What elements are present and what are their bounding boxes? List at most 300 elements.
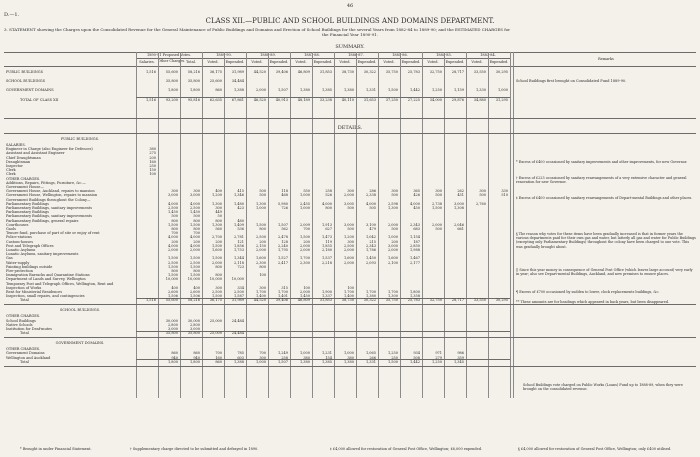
row-value: 1,500 [167,256,178,261]
total-row-label: TOTAL OF CLASS XII [20,98,59,102]
year-heading: 1884-85. [436,53,452,57]
row-value: 451 [457,193,464,198]
row-value: 1,500 [211,294,222,299]
row-value: 2,781 [233,235,244,240]
row-value: 31,989 [231,298,244,303]
row-value: 1,800 [409,290,420,294]
row-value: 1,154 [409,235,420,240]
detail-remark: ** These amounts are for headings which appeared in back years, but been disappeared. [516,300,670,304]
row-value: 10,000 [187,277,200,282]
footnote: § £4,000 allowed for restoration of General Post Office, Wellington; only £400 utilised. [518,447,672,451]
row-value: 785 [237,351,244,356]
row-value: 526 [325,193,332,198]
row-value: 1,700 [387,290,398,294]
row-value: 1,700 [255,290,266,294]
row-value: 31,989 [231,70,244,74]
row-value: 500 [259,189,266,194]
row-value: 1,249 [277,351,288,356]
row-value: 1,500 [211,243,222,248]
row-value: 1,300 [387,294,398,299]
row-label: Parliamentary Buildings, sanitary improvements [6,214,92,219]
row-value: 1,600 [211,248,222,252]
row-value: 121 [237,239,244,244]
row-value: 2,738 [431,201,442,206]
row-value: 800 [193,227,200,231]
row-label: GOVERNMENT DOMAINS [6,88,54,92]
row-value: 4,000 [189,201,200,206]
row-value: 1,385 [321,88,332,92]
row-value: 279 [435,355,442,360]
row-value: 1,480 [233,201,244,206]
row-value: 3,000 [343,222,354,227]
row-label: Post and Telegraph Offices [6,243,54,248]
row-value: 2,000 [387,222,398,227]
row-value: 508 [413,355,420,360]
row-value: 1,400 [255,294,266,299]
row-value: 28,717 [451,298,464,303]
row-value: 1,231 [321,351,332,356]
row-value: 1,450 [365,256,376,261]
row-value: 4,000 [167,235,178,240]
row-label: Inspector [6,164,23,168]
row-value: 1,600 [387,256,398,261]
row-value: 2,000 [299,243,310,248]
row-value: 1,380 [343,359,354,364]
row-label: Government House— [6,185,44,189]
column-rule [466,52,467,398]
row-value: 1,500 [255,222,266,227]
row-label: OTHER CHARGES. [6,347,41,352]
row-value: 479 [369,227,376,231]
row-value: 200 [391,239,398,244]
row-value: 128 [281,239,288,244]
row-value: 150 [149,168,156,173]
row-value: 2,000 [431,222,442,227]
row-value: 1,988 [409,248,420,252]
row-value: 334 [237,285,244,290]
row-value: 4,000 [189,235,200,240]
row-value: 1,473 [321,235,332,240]
row-value: 2,500 [167,206,178,210]
row-value: 1,913 [321,222,332,227]
row-value: 1,507 [277,359,288,364]
row-value: 25,000 [209,318,222,323]
row-value: 1,500 [431,206,442,210]
row-value: 700 [171,231,178,236]
statement-line-2: the Financial Year 1890-91. [322,32,378,37]
row-value: 3,000 [387,243,398,248]
row-value: 971 [435,351,442,356]
row-value: 1,000 [299,351,310,356]
row-value: 800 [171,218,178,223]
row-value: 160 [215,355,222,360]
row-value: 1,385 [321,359,332,364]
row-label: OTHER CHARGES. [6,176,41,181]
row-value: 860 [215,359,222,364]
row-value: 800 [215,264,222,269]
section-heading: SCHOOL BUILDINGS. [60,308,100,313]
row-label: Water-supply [6,260,30,265]
row-value: 1,250 [431,359,442,364]
row-value: 35,800 [165,79,178,83]
expended-heading: Expended. [357,60,377,64]
row-value: 2,218 [321,260,332,265]
row-value: 1,401 [277,294,288,299]
row-label: Courthouses [6,222,29,227]
row-value: 700 [259,351,266,356]
row-value: 10,000 [165,277,178,282]
row-value: 31,295 [495,98,508,102]
school-buildings-remark: School Buildings vote charged on Public Works (Loans) Fund up to 1888-89, when they were brought on the consolidated revenue. [523,383,683,392]
row-value: 1,795 [277,248,288,252]
row-value: 300 [479,189,486,194]
year-heading: 1883-84. [480,53,496,57]
row-value: 35,750 [385,298,398,303]
salaries-heading: Salaries. [139,60,155,64]
row-value: 3,100 [365,222,376,227]
row-value: 2,240 [277,243,288,248]
row-value: 1,467 [409,256,420,261]
row-value: 1,380 [299,359,310,364]
row-value: 4,000 [409,201,420,206]
row-value: 2,600 [189,290,200,294]
row-label: School Buildings [6,318,36,323]
row-value: 10,000 [231,277,244,282]
row-value: 1,388 [233,88,244,92]
row-value: 505 [369,206,376,210]
voted-heading: Voted. [339,60,351,64]
row-value: 3,000 [167,327,178,331]
column-rule [510,52,511,398]
row-value: 1,388 [233,359,244,364]
row-value: 1,300 [387,206,398,210]
row-value: 2,093 [365,260,376,265]
column-rule [136,52,137,398]
row-value: 34,484 [231,79,244,83]
row-value: 30,295 [495,298,508,303]
row-label: SALARIES. [6,143,26,147]
voted-heading: Voted. [427,60,439,64]
row-value: 31,853 [319,298,332,303]
row-value: 25,783 [407,70,420,74]
row-value: 1,527 [277,256,288,261]
row-value: 934 [413,351,420,356]
row-value: 800 [171,269,178,273]
row-value: 44,520 [253,70,266,74]
row-value: 450 [413,206,420,210]
row-label: Government House, Wellington, repairs to mansion [6,193,98,198]
row-value: 118 [281,189,288,194]
year-heading: 1888-89. [260,53,276,57]
row-value: 1,300 [255,201,266,206]
row-value: 39,406 [275,70,288,74]
row-value: 800 [259,264,266,269]
remarks-heading: Remarks [598,57,614,61]
voted-heading: Voted. [383,60,395,64]
row-label: Draughtsman [6,159,31,164]
row-value: 25,600 [209,79,222,83]
row-value: 800 [259,227,266,231]
row-value: 1,537 [321,256,332,261]
row-value: 200 [193,239,200,244]
row-value: 2,300 [255,260,266,265]
row-value: 940 [171,355,178,360]
voted-heading: Voted. [471,60,483,64]
row-value: 2,500 [233,290,244,294]
total-row-label: Total [20,359,29,364]
row-value: 3,000 [189,193,200,198]
row-value: 31,653 [363,98,376,102]
row-value: 200 [171,239,178,244]
expended-heading: Expended. [401,60,421,64]
row-value: 1,400 [343,294,354,299]
row-value: 2,598 [387,201,398,206]
row-value: 2,000 [255,248,266,252]
column-rule [488,52,489,398]
row-value: 1,331 [365,88,376,92]
row-value: 30,000 [187,318,200,323]
row-value: 562 [281,227,288,231]
row-value: 39,406 [275,298,288,303]
row-value: 380 [149,147,156,152]
row-value: 2,300 [299,260,310,265]
row-value: 1,345 [453,359,464,364]
row-value: 1,409 [233,222,244,227]
row-value: 34,000 [429,98,442,102]
row-value: 1,800 [167,88,178,92]
expended-heading: Expended. [313,60,333,64]
row-value: 154 [325,355,332,360]
row-value: 2,000 [343,260,354,265]
row-label: Lunatic Asylums, sanitary improvements [6,252,79,257]
row-value: 32,750 [429,70,442,74]
row-value: 380 [347,355,354,360]
year-heading: 1889-90. [216,53,232,57]
row-value: 200 [303,239,310,244]
row-value: 29,876 [451,98,464,102]
voted-heading: Voted. [295,60,307,64]
row-value: 1,500 [387,359,398,364]
row-value: 3,000 [189,327,200,331]
row-value: 2,000 [387,248,398,252]
row-label: Parliamentary Buildings [6,210,49,215]
row-label: Temporary Post and Telegraph Offices, Wellington, Rent and [6,281,114,286]
row-value: 1,507 [277,222,288,227]
row-value: 200 [149,155,156,160]
row-value: 40,913 [275,98,288,102]
row-value: 250 [391,355,398,360]
row-value: 1,786 [365,248,376,252]
year-heading: 1886-87. [348,53,364,57]
year-heading: 1887-88. [304,53,320,57]
row-value: 1,300 [211,222,222,227]
details-heading: DETAILS. [337,125,363,131]
row-label: Government Buildings throughout the Colony— [6,197,91,202]
page-number: 46 [346,3,354,9]
row-label: Inspection of Works [6,285,42,290]
row-value: 1,700 [277,290,288,294]
footnote: ‡ £4,000 allowed for restoration of General Post Office, Wellington; £6,000 expended. [330,447,483,451]
section-heading: PUBLIC BUILDINGS. [61,137,99,141]
row-value: 100 [259,273,266,278]
row-value: 1,500 [167,273,178,278]
row-value: 2,343 [365,243,376,248]
row-value: 3,000 [167,193,178,198]
row-value: 300 [391,189,398,194]
row-value: 2,000 [167,248,178,252]
row-value: 1,700 [343,290,354,294]
row-value: 2,500 [189,206,200,210]
row-value: 55,600 [165,298,178,303]
row-label: Lunatic Asylums [6,248,36,252]
row-value: 1,380 [365,294,376,299]
row-value: 2,343 [409,222,420,227]
row-value: 36,175 [209,298,222,303]
row-label: Assistant and Assistant Engineer [6,151,65,156]
row-value: 2,000 [343,193,354,198]
row-value: 93,200 [165,98,178,102]
row-label: Tenure fund, purchase of part of site or enjoy of rent [6,231,100,236]
row-value: 1,200 [211,193,222,198]
row-value: 35,800 [187,79,200,83]
row-label: OTHER CHARGES. [6,314,41,319]
row-value: 40,110 [341,98,354,102]
row-value: 2,600 [167,290,178,294]
row-value: 46,809 [297,70,310,74]
row-value: 500 [435,227,442,231]
row-label: Inspection, small repairs, and contingencies [6,294,85,299]
row-value: 44,520 [253,298,266,303]
row-label: Painting buildings outside [6,264,53,269]
detail-remark: § The reason why votes for these items have been gradually increased is that in former years the various departments paid for their own gas and water, but latterly all gas and water for Public Buildings (excepting only Parliamentary Buildings) throughout the colony have been charged to one vote. This was gradually brought about. [516,232,696,249]
row-value: 300 [347,189,354,194]
row-value: 2,500 [211,290,222,294]
row-value: 1,250 [431,88,442,92]
row-value: 315 [281,285,288,290]
row-value: 1,358 [409,294,420,299]
row-value: 2,000 [299,248,310,252]
expended-heading: Expended. [489,60,509,64]
row-label: Department of Lands and Survey, Wellington [6,277,86,282]
row-value: 1,346 [233,193,244,198]
row-value: 400 [171,285,178,290]
row-value: 2,000 [343,248,354,252]
row-value: 860 [193,351,200,356]
row-label: PUBLIC BUILDINGS [6,70,43,74]
footnote: † Supplementary charge directed to be submitted and defrayed in 1890. [130,447,259,451]
footnote: * Brought in under Financial Statement. [20,447,92,451]
row-value: 560 [215,227,222,231]
statement-line-1: 3. STATEMENT showing the Charges upon the Consolidated Revenue for the General Maintenance of Public Buildings and Domains and Erection of School Buildings for the several Years from 1882-84 to 1889-90; and the ESTIMATED CHARGES for [4,27,511,32]
document-title: CLASS XII.—PUBLIC AND SCHOOL BUILDINGS AND DOMAINS DEPARTMENT. [205,17,495,25]
row-value: 38,730 [341,298,354,303]
row-value: 4,000 [167,201,178,206]
other-charges-heading: Other Charges. [158,59,186,63]
row-value: 800 [215,218,222,223]
summary-bottom-rule [4,118,696,119]
summary-remark: School Buildings first brought on Consolidated Fund 1889-90. [516,79,627,83]
row-value: 275 [149,151,156,156]
row-value: 1,500 [387,88,398,92]
detail-remark: || Since this year money in consequence of General Post Office (which leaves large account) very early in year; also see Depart-mental Buildings, Auckland, and new premises to ensure places. [516,268,693,277]
row-value: 1,442 [409,359,420,364]
row-label: Parliamentary Buildings, sanitary improvements [6,206,92,210]
row-value: 5,980 [277,201,288,206]
detail-remark: * Excess of £400 occasioned by sanitary improvements and other improvements, for new Governor. [516,160,688,164]
row-value: 4,000 [189,243,200,248]
total-heading: Total. [186,60,196,64]
row-value: 1,753 [233,248,244,252]
section-bottom-rule [4,304,696,305]
row-value: 800 [171,227,178,231]
row-value: 35,800 [165,331,178,336]
row-value: 34,880 [473,98,486,102]
row-value: 2,500 [255,235,266,240]
row-value: 1,500 [299,235,310,240]
row-value: 3,005 [343,201,354,206]
row-value: 35,800 [187,331,200,336]
row-label: Clerk [6,168,16,173]
row-value: 31,853 [319,70,332,74]
row-value: 2,180 [321,248,332,252]
row-value: 1,000 [497,88,508,92]
row-value: 67,861 [231,98,244,102]
row-value: 48,189 [297,98,310,102]
row-value: 1,516 [145,298,156,303]
row-value: 300 [347,239,354,244]
row-value: 160 [149,159,156,164]
row-label: Parliamentary Buildings, general repairs [6,218,79,223]
row-value: 940 [193,355,200,360]
row-value: 1,308 [453,206,464,210]
row-value: 24,484 [231,331,244,336]
row-value: 33,550 [473,70,486,74]
row-value: 627 [325,227,332,231]
row-value: 2,800 [189,322,200,327]
row-value: 2,500 [343,243,354,248]
row-value: 1,065 [365,351,376,356]
row-value: 1,300 [211,201,222,206]
row-value: 415 [237,189,244,194]
row-value: 27,225 [407,98,420,102]
row-value: 603 [237,355,244,360]
row-value: 2,100 [387,260,398,265]
row-value: 1,200 [343,235,354,240]
row-value: 500 [347,206,354,210]
row-value: 32,750 [429,298,442,303]
row-value: 33,550 [473,298,486,303]
row-label: Gaols [6,227,16,231]
row-value: 30,322 [363,298,376,303]
row-value: 1,500 [211,256,222,261]
row-value: 266 [369,355,376,360]
row-value: 1,500 [167,264,178,269]
row-value: 250 [149,164,156,168]
row-value: 449 [215,210,222,215]
row-value: 2,700 [211,235,222,240]
row-value: 55,600 [165,70,178,74]
row-value: 200 [215,239,222,244]
row-value: 468 [281,193,288,198]
row-value: 258 [325,189,332,194]
section-bottom-rule [4,337,696,338]
row-value: 800 [193,269,200,273]
row-value: 1,516 [145,98,156,102]
row-value: 2,500 [189,260,200,265]
row-value: 25,783 [407,298,420,303]
detail-remark: † Excess of £225 occasioned by sanitary rearrangements of a very extensive character and general renovation for new Governor. [516,176,687,185]
row-value: 426 [413,193,420,198]
